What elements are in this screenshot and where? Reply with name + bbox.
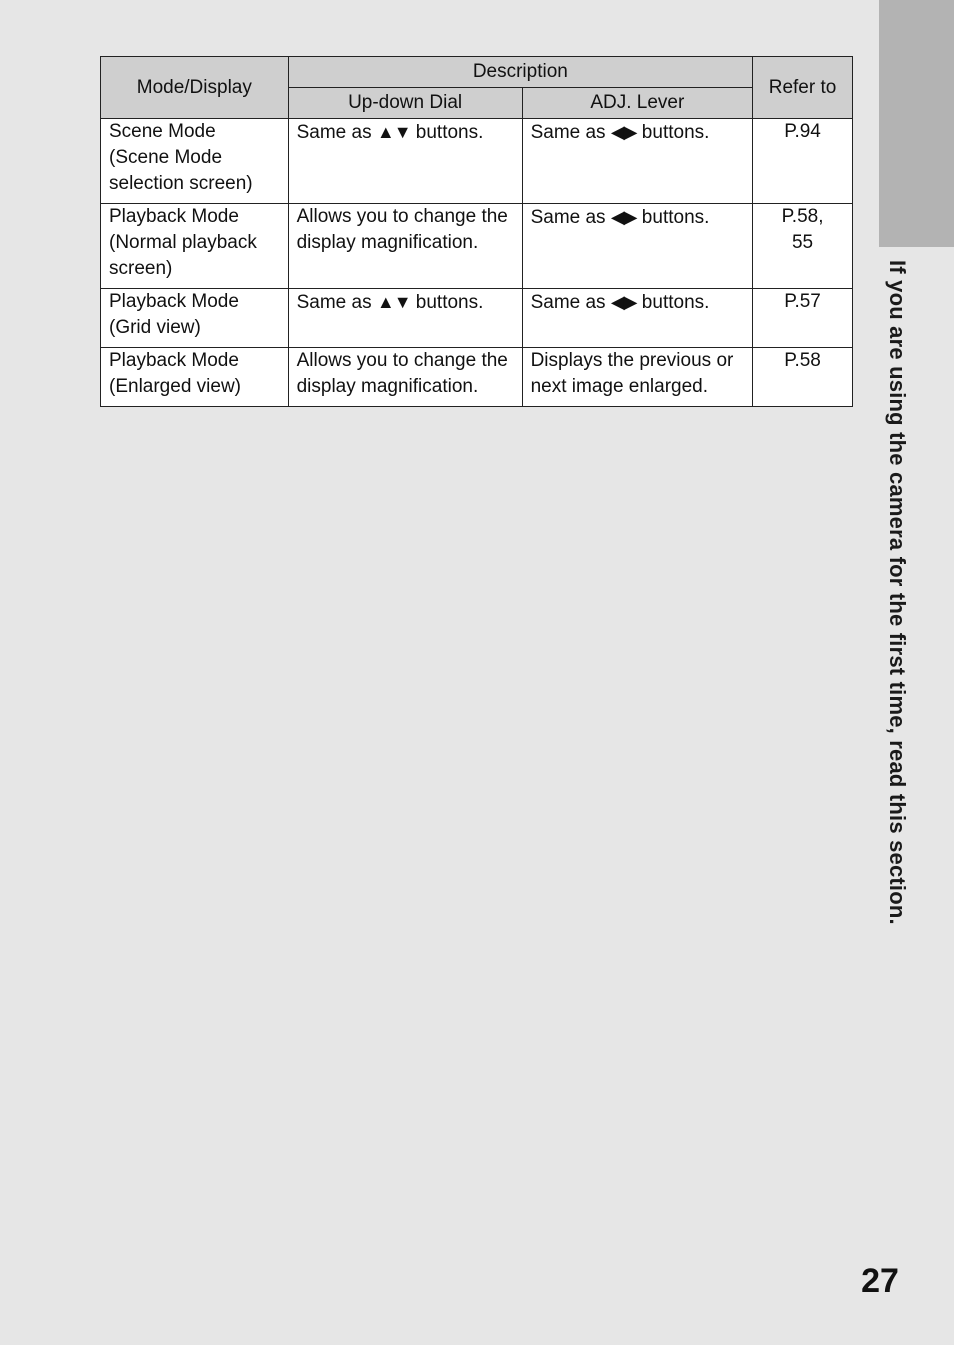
mode-line: screen) xyxy=(109,258,173,279)
left-right-arrows-icon: ◀▶ xyxy=(610,207,637,227)
adj-cell xyxy=(522,204,753,289)
mode-cell xyxy=(101,119,289,204)
cell-text: buttons. xyxy=(636,207,710,228)
side-caption: If you are using the camera for the first time, read this section. xyxy=(885,260,910,925)
left-right-arrows-icon: ◀▶ xyxy=(610,122,637,142)
page-ref: P.57 xyxy=(784,291,821,312)
mode-line: Scene Mode xyxy=(109,121,216,142)
up-down-arrows-icon: ▲▼ xyxy=(376,122,411,142)
cell-text: Same as xyxy=(296,292,377,313)
mode-line: (Enlarged view) xyxy=(109,376,241,397)
mode-cell xyxy=(101,204,289,289)
up-down-cell: Allows you to change the display magnification. xyxy=(288,204,522,289)
header-up-down-dial: Up-down Dial xyxy=(288,88,522,119)
table-row xyxy=(101,204,853,289)
header-description: Description xyxy=(288,57,752,88)
page-ref: P.58, xyxy=(781,206,824,227)
page-ref: P.94 xyxy=(784,121,821,142)
up-down-cell: Allows you to change the display magnification. xyxy=(288,348,522,407)
up-down-cell xyxy=(288,119,522,204)
cell-text: Same as xyxy=(530,207,611,228)
cell-text: Same as xyxy=(296,122,377,143)
header-adj-lever: ADJ. Lever xyxy=(522,88,753,119)
cell-text: buttons. xyxy=(636,292,710,313)
up-down-arrows-icon: ▲▼ xyxy=(376,292,411,312)
refer-cell xyxy=(753,348,853,407)
page-number: 27 xyxy=(861,1262,899,1300)
mode-line: (Grid view) xyxy=(109,317,201,338)
mode-line: Playback Mode xyxy=(109,350,239,371)
table-row xyxy=(101,119,853,204)
refer-cell xyxy=(753,204,853,289)
header-refer-to: Refer to xyxy=(753,57,853,119)
page-ref: 55 xyxy=(791,232,814,253)
mode-line: Playback Mode xyxy=(109,291,239,312)
cell-text: buttons. xyxy=(410,122,484,143)
adj-cell: Displays the previous or next image enlarged. xyxy=(522,348,753,407)
mode-cell xyxy=(101,348,289,407)
side-caption-wrap xyxy=(879,260,919,1030)
mode-line: (Normal playback xyxy=(109,232,257,253)
function-reference-table xyxy=(100,56,853,407)
cell-text: buttons. xyxy=(636,122,710,143)
mode-line: selection screen) xyxy=(109,173,253,194)
cell-text: Same as xyxy=(530,292,611,313)
refer-cell xyxy=(753,119,853,204)
mode-line: (Scene Mode xyxy=(109,147,223,168)
mode-cell xyxy=(101,289,289,348)
table-row xyxy=(101,348,853,407)
up-down-cell xyxy=(288,289,522,348)
cell-text: Same as xyxy=(530,122,611,143)
mode-line: Playback Mode xyxy=(109,206,239,227)
adj-cell xyxy=(522,289,753,348)
left-right-arrows-icon: ◀▶ xyxy=(610,292,637,312)
cell-text: buttons. xyxy=(410,292,484,313)
page-ref: P.58 xyxy=(784,350,821,371)
header-mode-display: Mode/Display xyxy=(101,57,289,119)
table-row xyxy=(101,289,853,348)
refer-cell xyxy=(753,289,853,348)
adj-cell xyxy=(522,119,753,204)
section-tab xyxy=(879,0,954,247)
